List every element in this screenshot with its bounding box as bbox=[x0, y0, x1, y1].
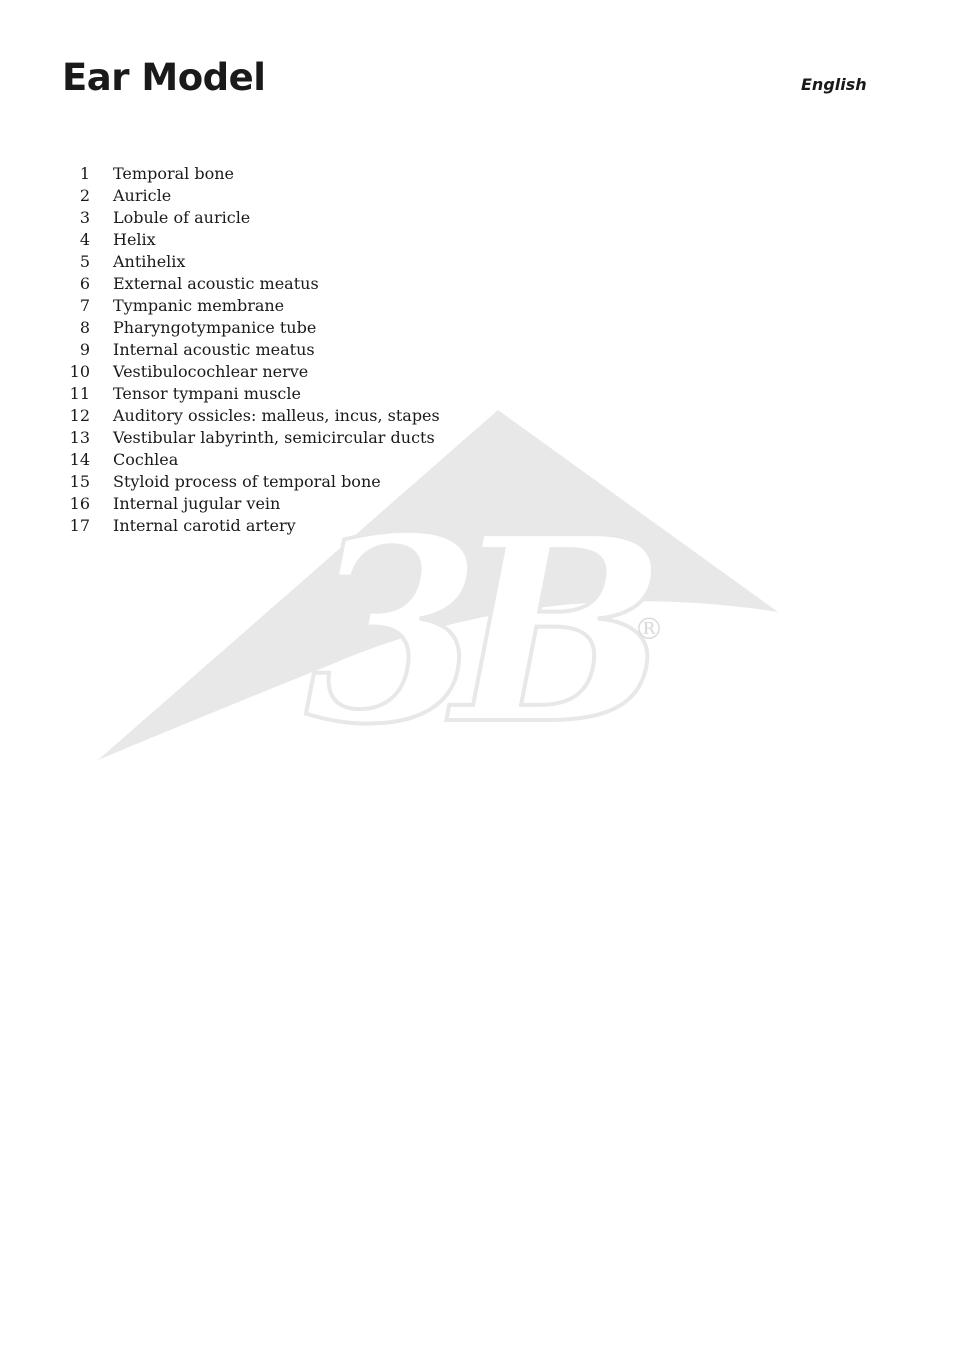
part-label: Helix bbox=[113, 230, 156, 249]
list-item bbox=[62, 163, 440, 185]
list-item bbox=[62, 273, 440, 295]
list-item bbox=[62, 493, 440, 515]
part-label: Internal acoustic meatus bbox=[113, 340, 315, 359]
part-label: Cochlea bbox=[113, 450, 179, 469]
part-number: 9 bbox=[79, 340, 90, 359]
part-number: 11 bbox=[69, 384, 90, 403]
part-label: Pharyngotympanice tube bbox=[113, 318, 317, 337]
part-number: 6 bbox=[79, 274, 90, 293]
list-item bbox=[62, 251, 440, 273]
language-label: English bbox=[801, 75, 867, 94]
list-item bbox=[62, 207, 440, 229]
part-number: 2 bbox=[79, 186, 90, 205]
part-label: Tympanic membrane bbox=[113, 296, 285, 315]
part-number: 15 bbox=[69, 472, 90, 491]
part-label: External acoustic meatus bbox=[113, 274, 319, 293]
part-label: Auditory ossicles: malleus, incus, stapes bbox=[113, 406, 440, 425]
part-label: Tensor tympani muscle bbox=[113, 384, 301, 403]
list-item bbox=[62, 185, 440, 207]
list-item bbox=[62, 449, 440, 471]
page-title: Ear Model bbox=[62, 56, 266, 99]
part-label: Auricle bbox=[113, 186, 172, 205]
list-item bbox=[62, 427, 440, 449]
parts-list bbox=[62, 163, 440, 537]
list-item bbox=[62, 339, 440, 361]
part-label: Vestibular labyrinth, semicircular ducts bbox=[113, 428, 435, 447]
part-number: 4 bbox=[79, 230, 90, 249]
part-number: 12 bbox=[69, 406, 90, 425]
part-label: Internal carotid artery bbox=[113, 516, 296, 535]
part-label: Antihelix bbox=[113, 252, 186, 271]
part-label: Internal jugular vein bbox=[113, 494, 281, 513]
list-item bbox=[62, 471, 440, 493]
part-number: 3 bbox=[79, 208, 90, 227]
list-item bbox=[62, 317, 440, 339]
list-item bbox=[62, 515, 440, 537]
part-number: 5 bbox=[79, 252, 90, 271]
part-number: 17 bbox=[69, 516, 90, 535]
part-label: Styloid process of temporal bone bbox=[113, 472, 381, 491]
part-number: 1 bbox=[79, 164, 90, 183]
part-number: 10 bbox=[69, 362, 90, 381]
part-label: Lobule of auricle bbox=[113, 208, 251, 227]
list-item bbox=[62, 361, 440, 383]
list-item bbox=[62, 295, 440, 317]
part-number: 16 bbox=[69, 494, 90, 513]
part-label: Vestibulocochlear nerve bbox=[113, 362, 309, 381]
list-item bbox=[62, 229, 440, 251]
part-number: 14 bbox=[69, 450, 90, 469]
part-number: 13 bbox=[69, 428, 90, 447]
watermark-logo-text: 3B bbox=[305, 482, 638, 765]
part-number: 7 bbox=[79, 296, 90, 315]
part-label: Temporal bone bbox=[113, 164, 234, 183]
watermark-registered-mark: ® bbox=[634, 612, 664, 647]
part-number: 8 bbox=[79, 318, 90, 337]
list-item bbox=[62, 383, 440, 405]
list-item bbox=[62, 405, 440, 427]
